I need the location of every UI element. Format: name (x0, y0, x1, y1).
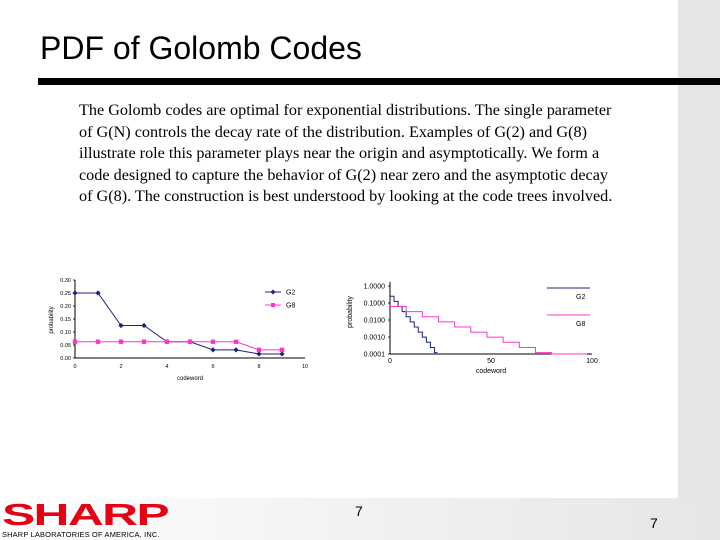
c1-point-G8 (165, 340, 169, 344)
c1-point-G2 (210, 347, 215, 352)
page-number-right: 7 (650, 515, 658, 531)
c1-ytick-label: 0.05 (60, 343, 71, 349)
c2-ytick-label: 0.1000 (363, 300, 385, 308)
c1-xtick-label: 6 (211, 364, 215, 370)
c2-ytick-label: 0.0100 (363, 317, 385, 325)
c1-xtick-label: 10 (301, 364, 309, 370)
c1-legend-label-G8: G8 (286, 302, 296, 310)
c1-xtick-label: 8 (257, 364, 261, 370)
page-number-center: 7 (355, 503, 363, 519)
c1-point-G2 (233, 347, 238, 352)
chart-linear (45, 270, 320, 388)
c1-point-G8 (280, 348, 284, 352)
c1-ytick-label: 0.00 (60, 356, 71, 362)
c1-point-G2 (72, 290, 77, 295)
c1-legend-label-G2: G2 (286, 289, 296, 297)
slide-title: PDF of Golomb Codes (40, 30, 362, 66)
c1-xlabel: codeword (176, 376, 204, 382)
brand-wordmark: SHARP (2, 500, 169, 528)
c2-xtick-label: 50 (487, 358, 495, 365)
c1-series-line-G8 (75, 342, 282, 350)
c1-point-G8 (142, 340, 146, 344)
c2-ytick-label: 0.0001 (363, 351, 385, 359)
company-name: SHARP LABORATORIES OF AMERICA, INC. (2, 530, 160, 539)
c1-xtick-label: 0 (73, 364, 77, 370)
c1-point-G2 (279, 351, 284, 356)
c1-ylabel: probability (49, 306, 55, 334)
c1-point-G8 (234, 340, 238, 344)
c2-ytick-label: 1.0000 (363, 283, 385, 291)
c1-ytick-label: 0.15 (60, 317, 71, 323)
c2-legend-label-G8: G8 (576, 321, 586, 328)
c1-point-G8 (119, 340, 123, 344)
c1-point-G8 (211, 340, 215, 344)
c1-series-line-G2 (75, 293, 282, 354)
c1-ytick-label: 0.10 (60, 330, 71, 336)
c1-ytick-label: 0.30 (60, 278, 71, 284)
c1-xtick-label: 4 (165, 364, 169, 370)
c1-ytick-label: 0.20 (60, 304, 71, 310)
c2-xtick-label: 100 (586, 358, 598, 365)
body-paragraph: The Golomb codes are optimal for exponential distributions. The single parameter of G(N) controls the decay rate of the distribution. Examples of G(2) and G(8) illustrate role this parameter plays near the origin and asymptotically. We form a code designed to capture the behavior of G(2) near zero and the asymptotic decay of G(8). The construction is best understood by looking at the code trees involved. (79, 101, 613, 205)
c2-ylabel: probability (347, 296, 354, 328)
c2-xlabel: codeword (475, 368, 507, 375)
c1-point-G8 (188, 340, 192, 344)
c2-series-line-G2 (390, 296, 437, 352)
c1-ytick-label: 0.25 (60, 291, 71, 297)
c1-point-G8 (257, 348, 261, 352)
c1-legend-marker-G2 (271, 290, 276, 295)
c1-point-G8 (73, 340, 77, 344)
c2-ytick-label: 0.0010 (363, 334, 385, 342)
c2-legend-label-G2: G2 (576, 294, 586, 301)
c2-xtick-label: 0 (388, 358, 392, 365)
sharp-logo (2, 500, 172, 528)
c1-legend-marker-G8 (271, 303, 275, 307)
chart-log (342, 272, 610, 382)
c1-xtick-label: 2 (119, 364, 123, 370)
c1-point-G8 (96, 340, 100, 344)
c2-series-line-G8 (390, 306, 587, 354)
c1-point-G2 (256, 351, 261, 356)
title-rule (38, 78, 720, 85)
